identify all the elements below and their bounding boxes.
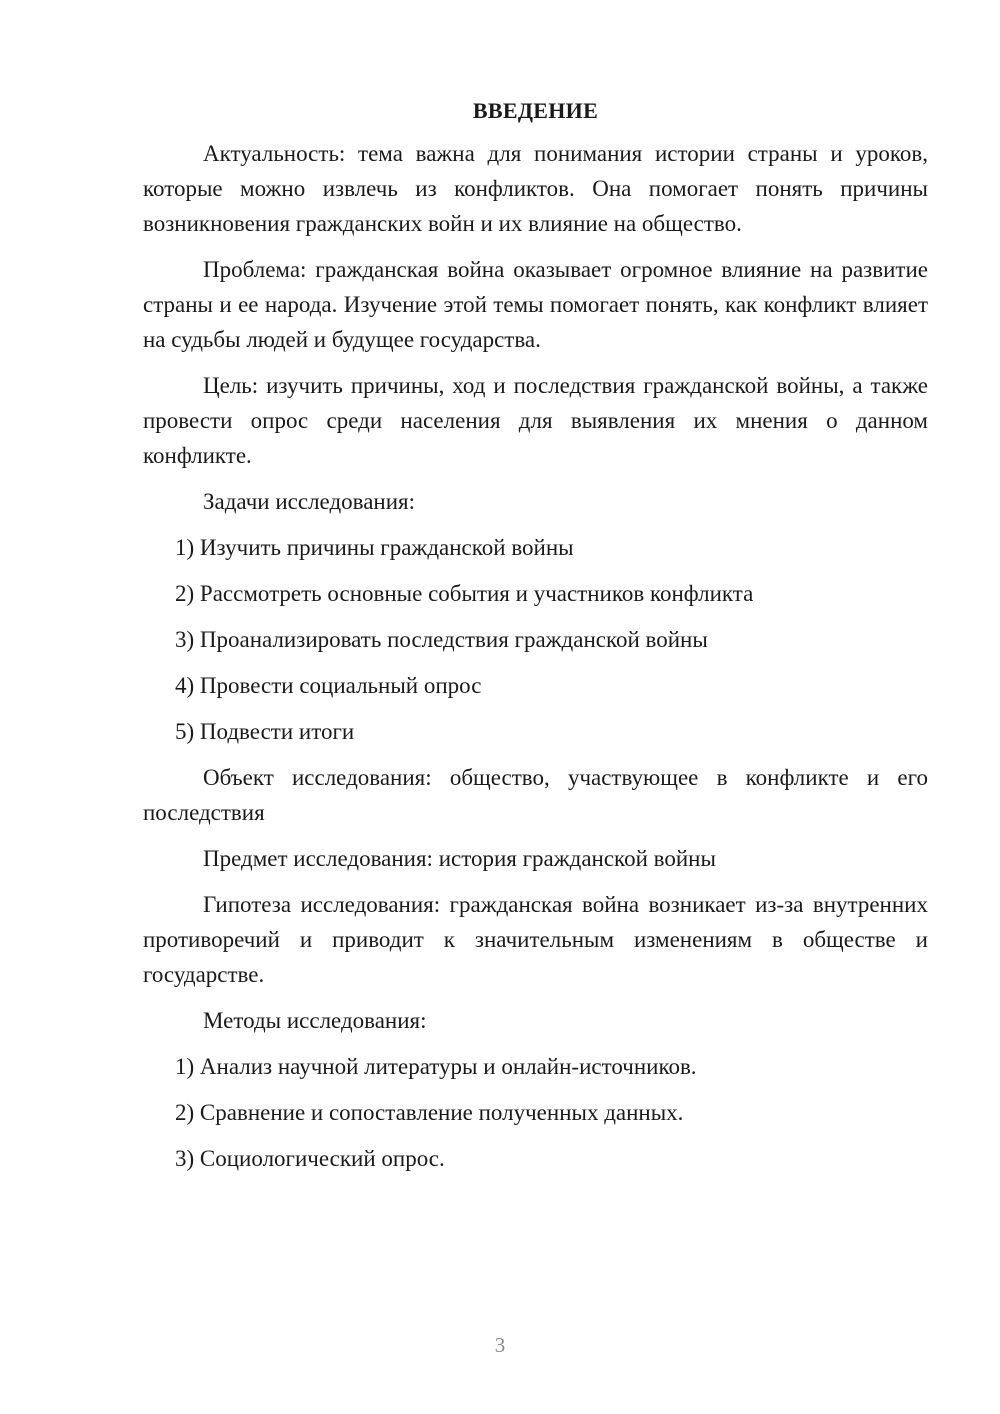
list-item: 2) Сравнение и сопоставление полученных данных. <box>175 1100 684 1125</box>
methods-label: Методы исследования: <box>203 1008 427 1033</box>
methods-list <box>143 1049 928 1176</box>
tasks-list <box>143 530 928 749</box>
relevance-paragraph: Актуальность: тема важна для понимания истории страны и уроков, которые можно извлечь из конфликтов. Она помогает понять причины возникновения гражданских войн и их влияние на общество. <box>143 141 928 236</box>
goal-paragraph: Цель: изучить причины, ход и последствия гражданской войны, а также провести опрос среди населения для выявления их мнения о данном конфликте. <box>143 373 928 468</box>
tasks-label: Задачи исследования: <box>203 489 416 514</box>
list-item: 3) Проанализировать последствия гражданской войны <box>175 627 708 652</box>
hypothesis-paragraph: Гипотеза исследования: гражданская война возникает из-за внутренних противоречий и приводит к значительным изменениям в обществе и государстве. <box>143 892 928 987</box>
list-item: 3) Социологический опрос. <box>175 1146 445 1171</box>
section-heading: ВВЕДЕНИЕ <box>472 98 599 123</box>
list-item: 5) Подвести итоги <box>175 719 355 744</box>
list-item: 2) Рассмотреть основные события и участников конфликта <box>175 581 754 606</box>
list-item: 1) Изучить причины гражданской войны <box>175 535 574 560</box>
subject-paragraph: Предмет исследования: история гражданской войны <box>203 846 716 871</box>
object-paragraph: Объект исследования: общество, участвующее в конфликте и его последствия <box>143 765 928 825</box>
list-item: 4) Провести социальный опрос <box>175 673 482 698</box>
page-number: 3 <box>494 1333 506 1357</box>
problem-paragraph: Проблема: гражданская война оказывает огромное влияние на развитие страны и ее народа. Изучение этой темы помогает понять, как конфликт влияет на судьбы людей и будущее государства. <box>143 257 928 352</box>
list-item: 1) Анализ научной литературы и онлайн-источников. <box>175 1054 697 1079</box>
page-content <box>143 93 928 1187</box>
